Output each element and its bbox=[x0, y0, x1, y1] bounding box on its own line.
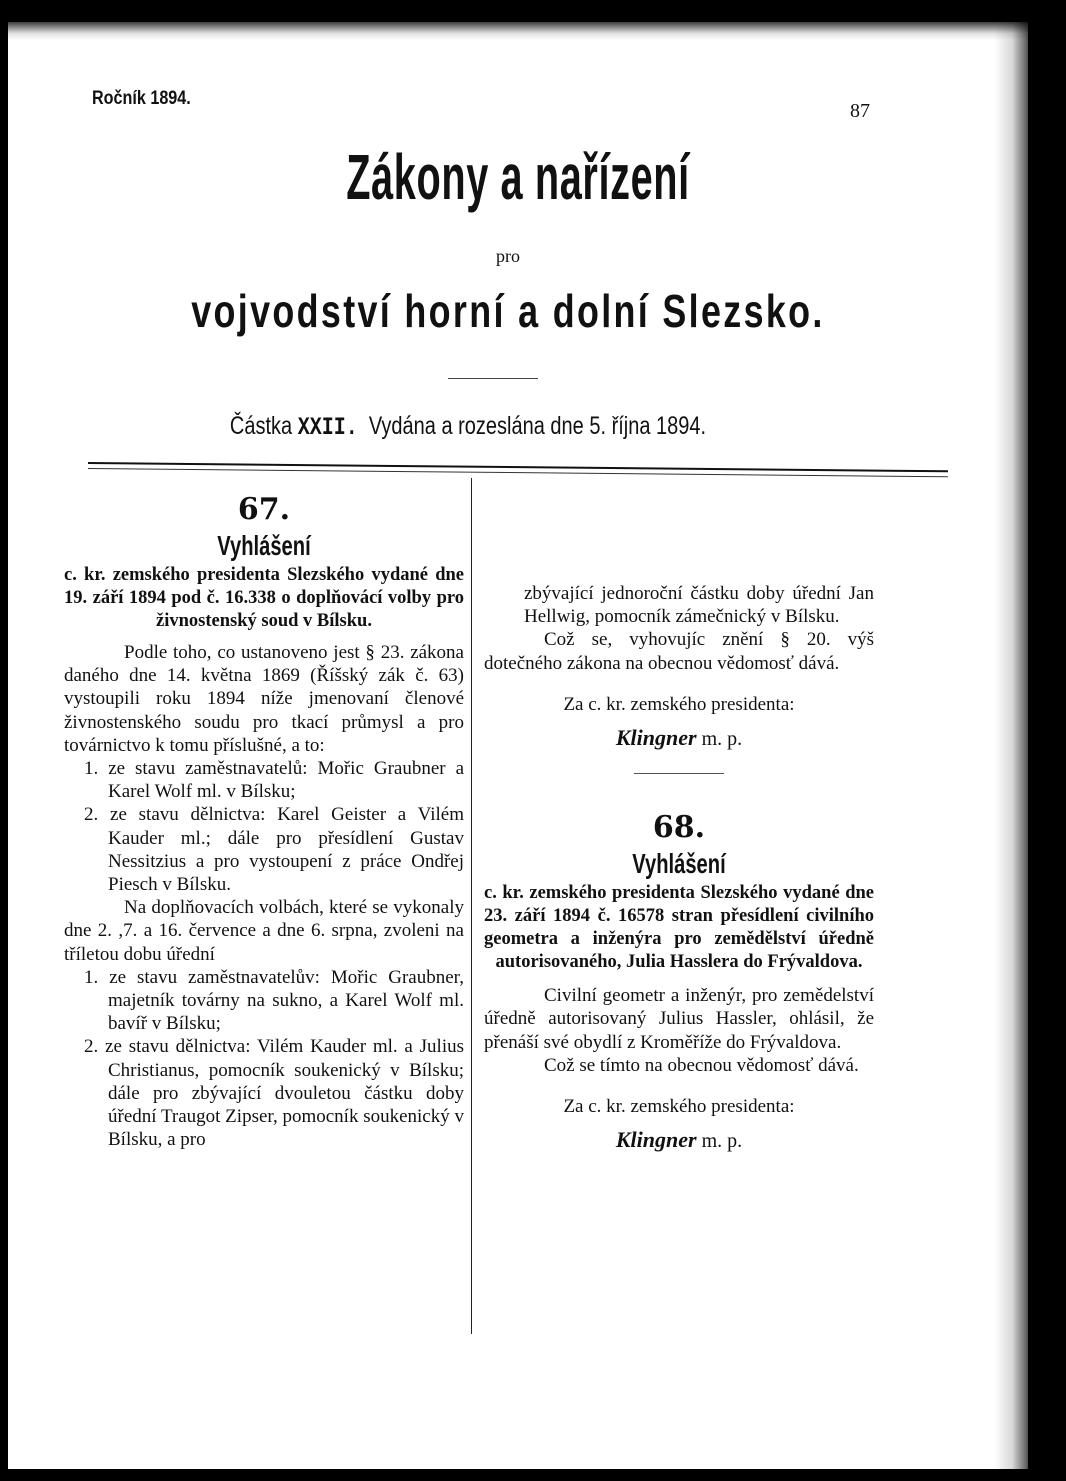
header-rule bbox=[88, 462, 948, 477]
page-number: 87 bbox=[850, 100, 870, 122]
signature-name: Klingner bbox=[615, 725, 697, 751]
left-column bbox=[64, 492, 464, 1151]
signature-suffix: m. p. bbox=[701, 728, 743, 751]
article-67-number: 67. bbox=[237, 492, 291, 527]
document-page bbox=[8, 22, 1028, 1469]
article-68-body: Civilní geometr a inženýr, pro zemědelství úředně autorisovaný Julius Hassler, ohlásil, že přenáší své obydlí z Kroměříže do Frývaldova. bbox=[484, 985, 874, 1053]
issue-line bbox=[100, 412, 836, 442]
signature-name: Klingner bbox=[615, 1127, 697, 1153]
publication-subtitle: vojvodství horní a dolní Slezsko. bbox=[191, 285, 825, 337]
article-68-heading: Vyhlášení bbox=[632, 848, 726, 880]
article-67-continuation: zbývající jednoroční částku doby úřední Jan Hellwig, pomocník zámečnický v Bílsku. bbox=[524, 583, 874, 628]
article-separator bbox=[634, 773, 724, 774]
column-divider bbox=[471, 478, 472, 1334]
article-67-elections: Na doplňovacích volbách, které se vykonaly dne 2. ,7. a 16. července a dne 6. srpna, zvoleni na tříletou dobu úřední bbox=[64, 897, 464, 965]
article-67-retired-item: 2. ze stavu dělnictva: Karel Geister a Vilém Kauder ml.; dále pro přesídlení Gustav Nessitzius a pro vystoupení z práce Ondřej Piesch v Bílsku. bbox=[84, 804, 464, 896]
article-67-sign-line: Za c. kr. zemského presidenta: bbox=[563, 693, 795, 715]
article-68-number: 68. bbox=[652, 810, 706, 846]
publication-title: Zákony a nařízení bbox=[346, 141, 690, 213]
article-68-closing: Což se tímto na obecnou vědomosť dává. bbox=[544, 1054, 859, 1076]
right-column bbox=[484, 582, 874, 1153]
title-connector: pro bbox=[496, 246, 520, 266]
article-67-signature bbox=[484, 726, 874, 751]
article-68-sign-line: Za c. kr. zemského presidenta: bbox=[563, 1096, 795, 1118]
issue-date: Vydána a rozeslána dne 5. října 1894. bbox=[368, 412, 707, 440]
issue-number: XXII. bbox=[297, 413, 358, 442]
article-68-subheading: c. kr. zemského presidenta Slezského vydané dne 23. září 1894 č. 16578 stran přesídlení civilního geometra a inženýra pro zemědělství úředně autorisovaného, Julia Hasslera do Frývaldova. bbox=[484, 883, 874, 973]
article-67-retired-item: 1. ze stavu zaměstnavatelů: Mořic Graubner a Karel Wolf ml. v Bílsku; bbox=[84, 758, 464, 803]
article-68-signature bbox=[484, 1128, 874, 1153]
signature-suffix: m. p. bbox=[701, 1130, 743, 1153]
article-67-heading: Vyhlášení bbox=[217, 530, 311, 561]
article-67-elected-item: 1. ze stavu zaměstnavatelův: Mořic Graubner, majetník továrny na sukno, a Karel Wolf ml. bavíř v Bílsku; bbox=[84, 966, 464, 1035]
article-67-elected-item: 2. ze stavu dělnictva: Vilém Kauder ml. a Julius Christianus, pomocník soukenický v Bílsku; dále pro zbývající dvouletou částku doby úřední Traugot Zipser, pomocník soukenický v Bílsku, a pro bbox=[84, 1036, 464, 1151]
article-67-intro: Podle toho, co ustanoveno jest § 23. zákona daného dne 14. května 1869 (Říšský zák č. 63) vystoupili roku 1894 níže jmenovaní členové živnostenského soudu pro tkací průmysl a pro továrnictvo k tomu příslušné, a to: bbox=[64, 642, 464, 756]
volume-year: Ročník 1894. bbox=[92, 88, 191, 109]
article-67-closing: Což se, vyhovujíc znění § 20. výš dotečného zákona na obecnou vědomosť dává. bbox=[484, 629, 874, 674]
article-67-subheading: c. kr. zemského presidenta Slezského vydané dne 19. září 1894 pod č. 16.338 o doplňovácí volby pro živnostenský soud v Bílsku. bbox=[64, 565, 464, 631]
header-divider bbox=[448, 378, 538, 379]
issue-label: Částka bbox=[229, 412, 293, 440]
